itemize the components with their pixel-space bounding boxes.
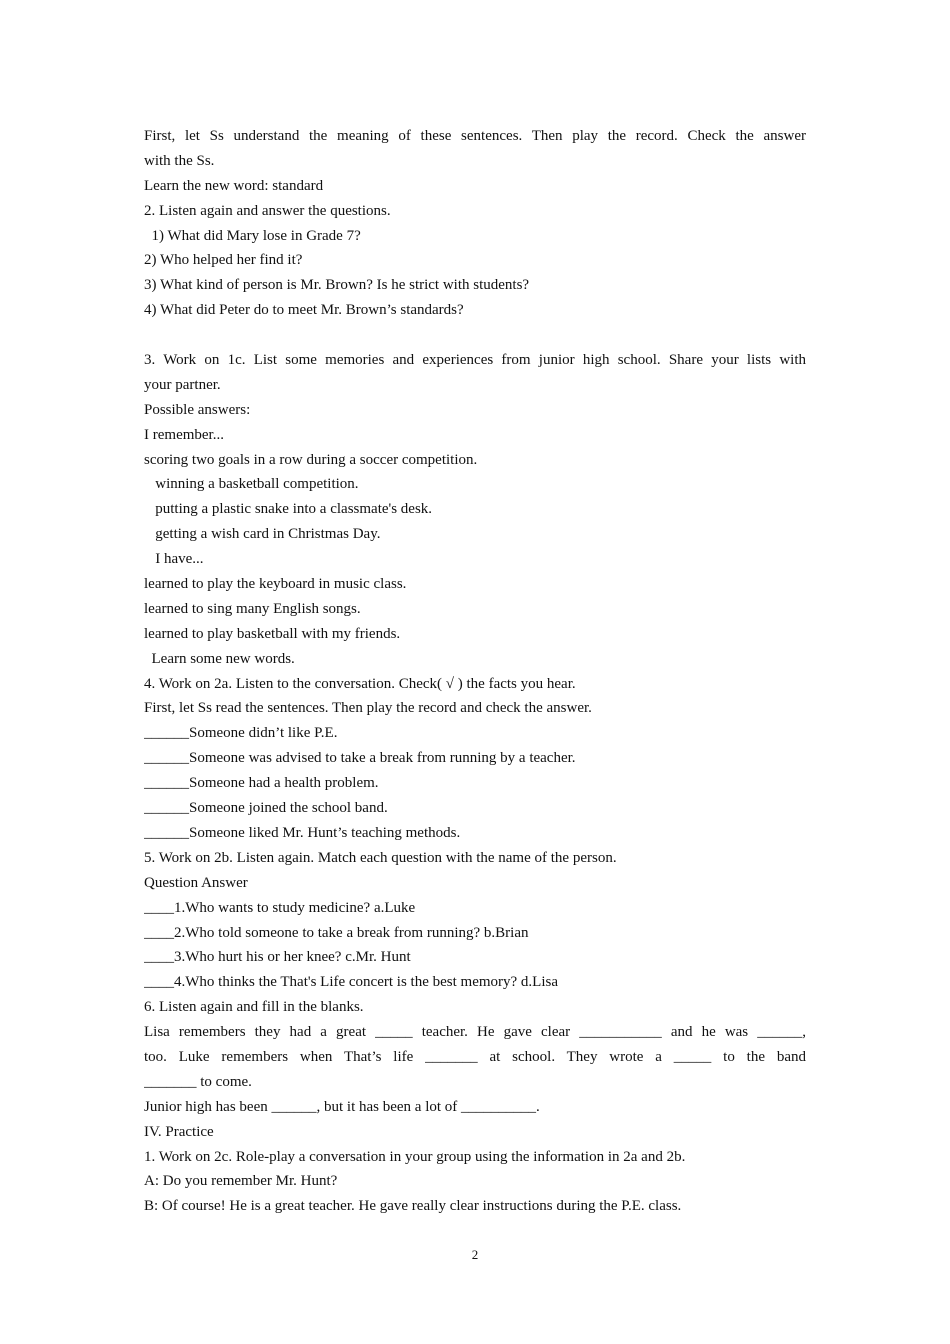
checklist-item: ______Someone joined the school band. [144,800,388,817]
text-line: your partner. [144,376,221,393]
checklist-item: ______Someone had a health problem. [144,775,379,792]
fill-blank-line: Junior high has been ______, but it has been a lot of __________. [144,1098,540,1115]
page-number: 2 [471,1247,479,1262]
text-line: I remember... [144,426,224,443]
section-heading: 4. Work on 2a. Listen to the conversation. Check( √ ) the facts you hear. [144,675,576,692]
section-heading: IV. Practice [144,1123,214,1140]
fill-blank-line: too. Luke remembers when That’s life _______ at school. They wrote a _____ to the band [144,1048,806,1065]
matching-item: ____2.Who told someone to take a break from running? b.Brian [144,924,529,941]
fill-blank-line: Lisa remembers they had a great _____ teacher. He gave clear ___________ and he was ______, [144,1024,806,1041]
question-item: 1) What did Mary lose in Grade 7? [144,227,361,244]
list-item: getting a wish card in Christmas Day. [144,526,381,543]
dialogue-line: A: Do you remember Mr. Hunt? [144,1173,338,1190]
section-heading: 6. Listen again and fill in the blanks. [144,999,364,1016]
text-line: I have... [144,551,204,568]
text-line: Question Answer [144,874,248,891]
list-item: putting a plastic snake into a classmate's desk. [144,501,433,518]
matching-item: ____3.Who hurt his or her knee? c.Mr. Hunt [144,949,411,966]
list-item: winning a basketball competition. [144,476,359,493]
lesson-body [144,124,806,1219]
question-item: 4) What did Peter do to meet Mr. Brown’s standards? [144,302,464,319]
fill-blank-line: _______ to come. [144,1073,252,1090]
checklist-item: ______Someone didn’t like P.E. [144,725,338,742]
text-line: Learn some new words. [144,650,295,667]
matching-item: ____1.Who wants to study medicine? a.Luke [144,899,416,916]
list-item: scoring two goals in a row during a soccer competition. [144,451,478,468]
dialogue-line: B: Of course! He is a great teacher. He gave really clear instructions during the P.E. class. [144,1198,682,1215]
list-item: learned to sing many English songs. [144,600,361,617]
text-line: Learn the new word: standard [144,177,324,194]
text-line: with the Ss. [144,152,215,169]
section-heading: 5. Work on 2b. Listen again. Match each question with the name of the person. [144,849,617,866]
text-line: First, let Ss understand the meaning of these sentences. Then play the record. Check the answer [144,128,806,144]
checklist-item: ______Someone was advised to take a break from running by a teacher. [144,750,576,767]
matching-item: ____4.Who thinks the That's Life concert is the best memory? d.Lisa [144,974,558,991]
section-heading: 2. Listen again and answer the questions. [144,202,391,219]
text-line: Possible answers: [144,401,251,418]
list-item: learned to play the keyboard in music class. [144,576,407,593]
text-line: First, let Ss read the sentences. Then play the record and check the answer. [144,700,592,717]
question-item: 2) Who helped her find it? [144,252,303,269]
section-heading: 3. Work on 1c. List some memories and experiences from junior high school. Share your lists with [144,352,806,369]
checklist-item: ______Someone liked Mr. Hunt’s teaching methods. [144,824,461,841]
blank-line [144,323,806,348]
question-item: 3) What kind of person is Mr. Brown? Is he strict with students? [144,277,530,294]
list-item: learned to play basketball with my friends. [144,625,401,642]
section-heading: 1. Work on 2c. Role-play a conversation in your group using the information in 2a and 2b. [144,1148,686,1165]
